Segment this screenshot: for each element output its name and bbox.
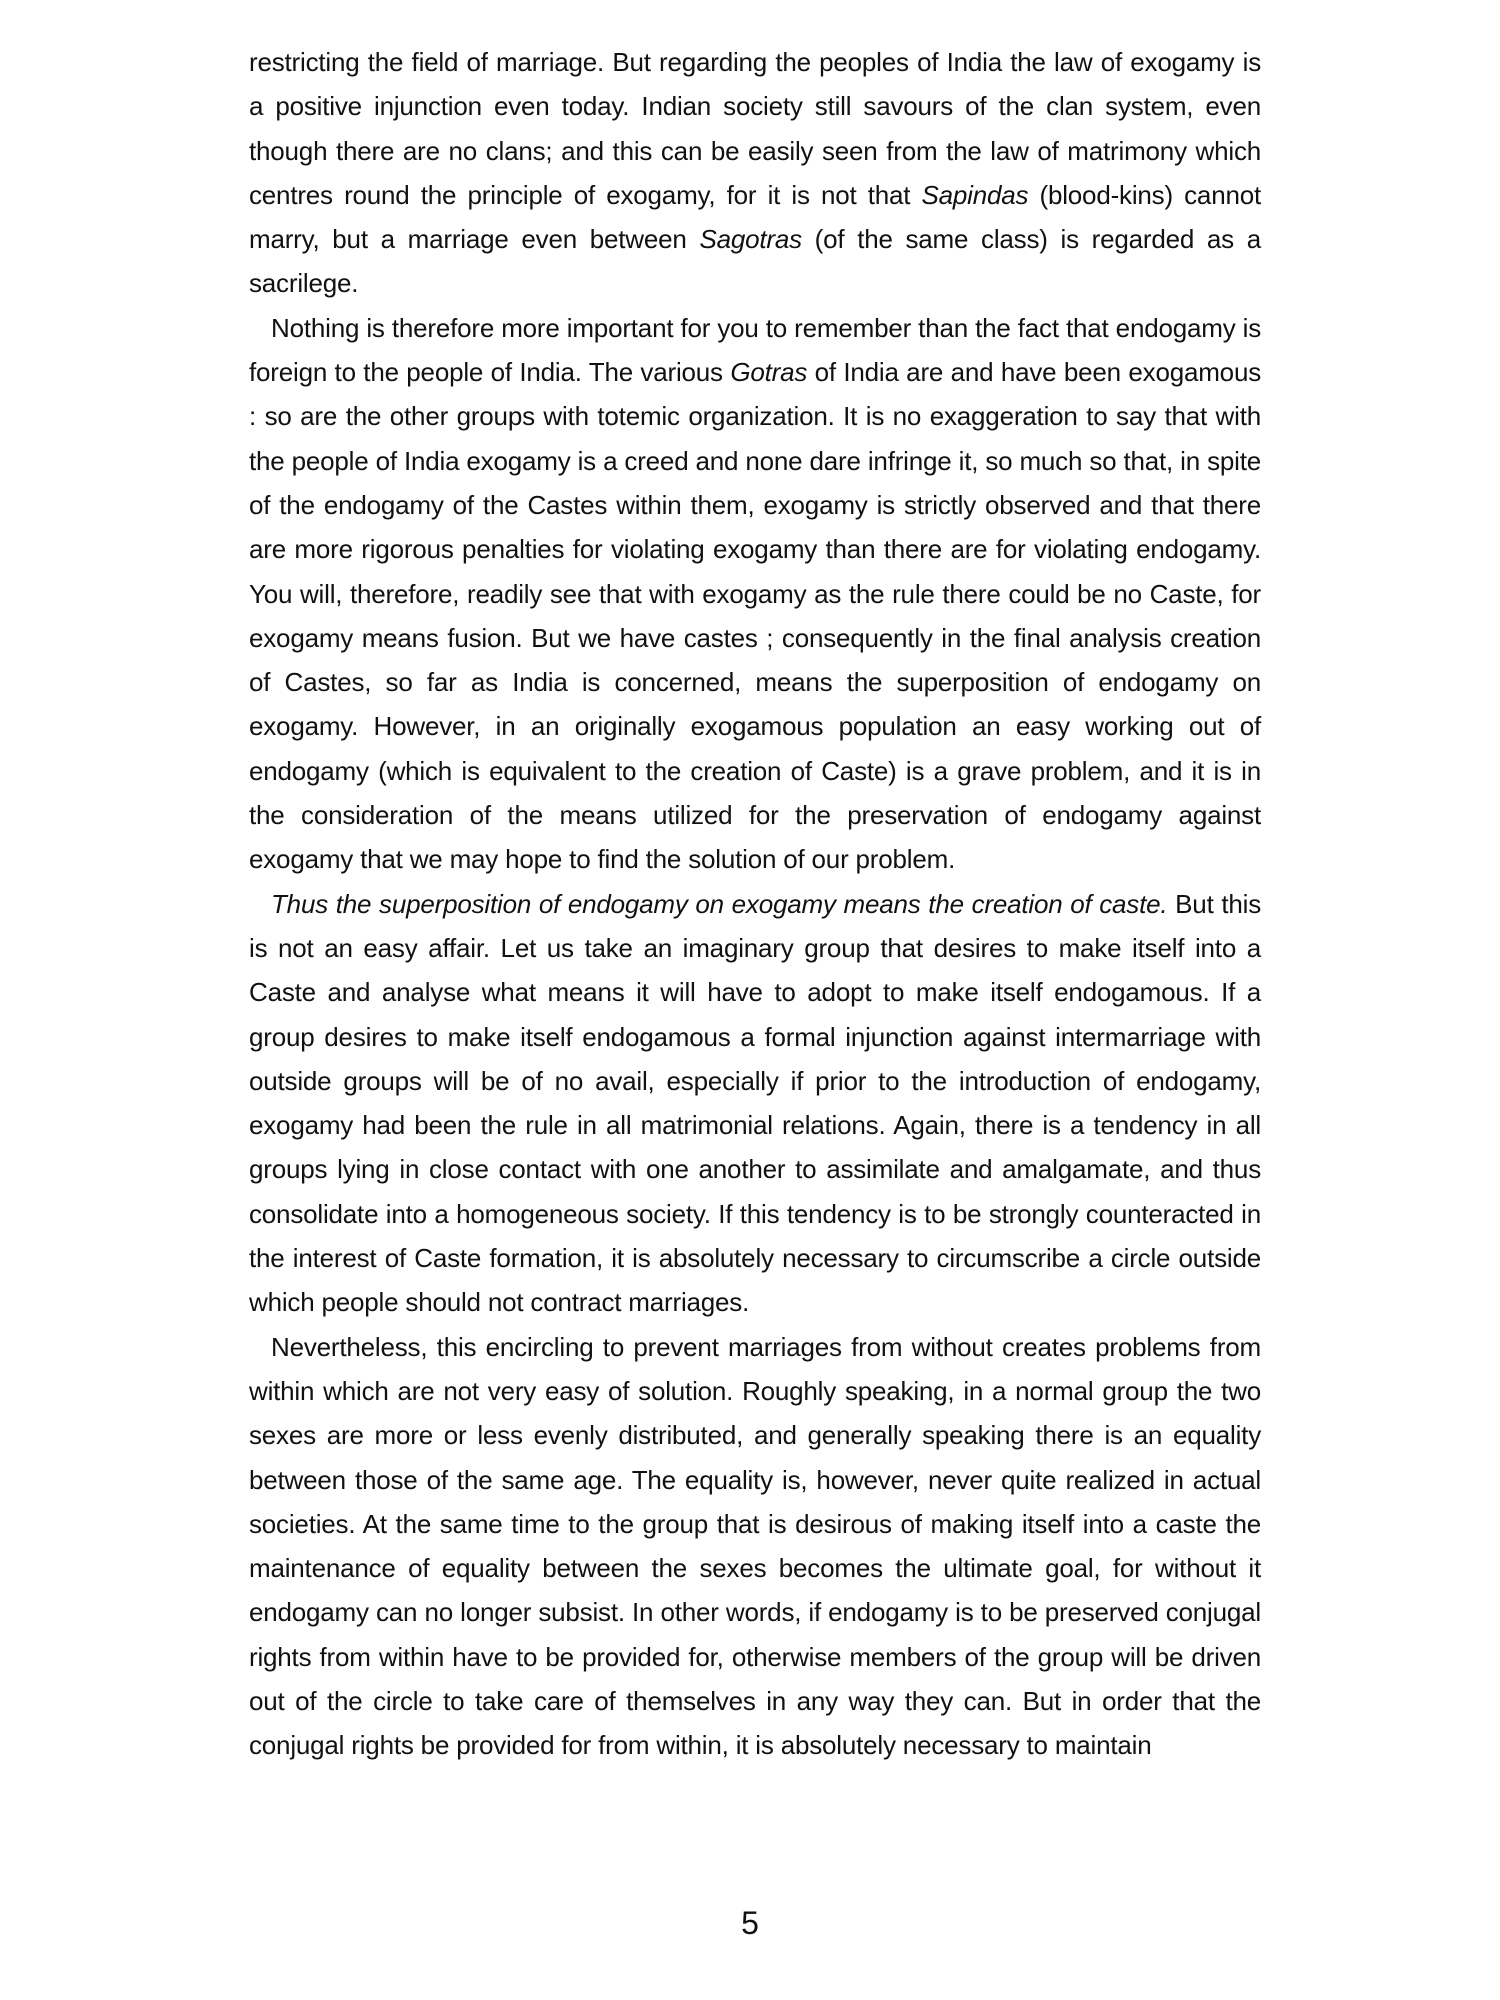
term-sagotras: Sagotras [699,224,802,255]
term-sapindas: Sapindas [921,179,1029,210]
term-gotras: Gotras [730,357,808,388]
paragraph-1 [249,40,1261,306]
paragraph-2-text: of India are and have been exogamous : so are the other groups with totemic organization. It is no exaggeration to say that with the people of India exogamy is a creed and none dare infringe it, so much so that, in spite of the endogamy of the Castes within them, exogamy is strictly observed and that there are more rigorous penalties for violating exogamy than there are for violating endogamy. You will, therefore, readily see that with exogamy as the rule there could be no Caste, for exogamy means fusion. But we have castes ; consequently in the final analysis creation of Castes, so far as India is concerned, means the superposition of endogamy on exogamy. However, in an originally exogamous population an easy working out of endogamy (which is equivalent to the creation of Caste) is a grave problem, and it is in the consideration of the means utilized for the preservation of endogamy against exogamy that we may hope to find the solution of our problem. [249,357,1262,875]
thesis-statement: Thus the superposition of endogamy on exogamy means the creation of caste. [271,888,1168,919]
paragraph-2-text: Nothing is therefore more important for you to remember than the fact that endogamy is foreign to the people of India. The various [249,312,1261,388]
paragraph-3-text: But this is not an easy affair. Let us take an imaginary group that desires to make itself into a Caste and analyse what means it will have to adopt to make itself endogamous. If a group desires to make itself endogamous a formal injunction against intermarriage with outside groups will be of no avail, especially if prior to the introduction of endogamy, exogamy had been the rule in all matrimonial relations. Again, there is a tendency in all groups lying in close contact with one another to assimilate and amalgamate, and thus consolidate into a homogeneous society. If this tendency is to be strongly counteracted in the interest of Caste formation, it is absolutely necessary to circumscribe a circle outside which people should not contract marriages. [249,888,1261,1318]
paragraph-1-text: (blood-kins) cannot marry, but a marriage even between [249,179,1261,255]
page-number: 5 [741,1905,759,1941]
paragraph-1-text: (of the same class) is regarded as a sacrilege. [249,224,1261,299]
paragraph-1-text: restricting the field of marriage. But regarding the peoples of India the law of exogamy is a positive injunction even today. Indian society still savours of the clan system, even though there are no clans; and this can be easily seen from the law of matrimony which centres round the principle of exogamy, for it is not that [249,47,1261,210]
paragraph-4 [249,1325,1261,1768]
paragraph-2 [249,306,1261,882]
body-text [249,40,1261,1768]
paragraph-4-text: Nevertheless, this encircling to prevent marriages from without creates problems from within which are not very easy of solution. Roughly speaking, in a normal group the two sexes are more or less evenly distributed, and generally speaking there is an equality between those of the same age. The equality is, however, never quite realized in actual societies. At the same time to the group that is desirous of making itself into a caste the maintenance of equality between the sexes becomes the ultimate goal, for without it endogamy can no longer subsist. In other words, if endogamy is to be preserved conjugal rights from within have to be provided for, otherwise members of the group will be driven out of the circle to take care of themselves in any way they can. But in order that the conjugal rights be provided for from within, it is absolutely necessary to maintain [249,1331,1261,1761]
paragraph-3 [249,882,1261,1325]
